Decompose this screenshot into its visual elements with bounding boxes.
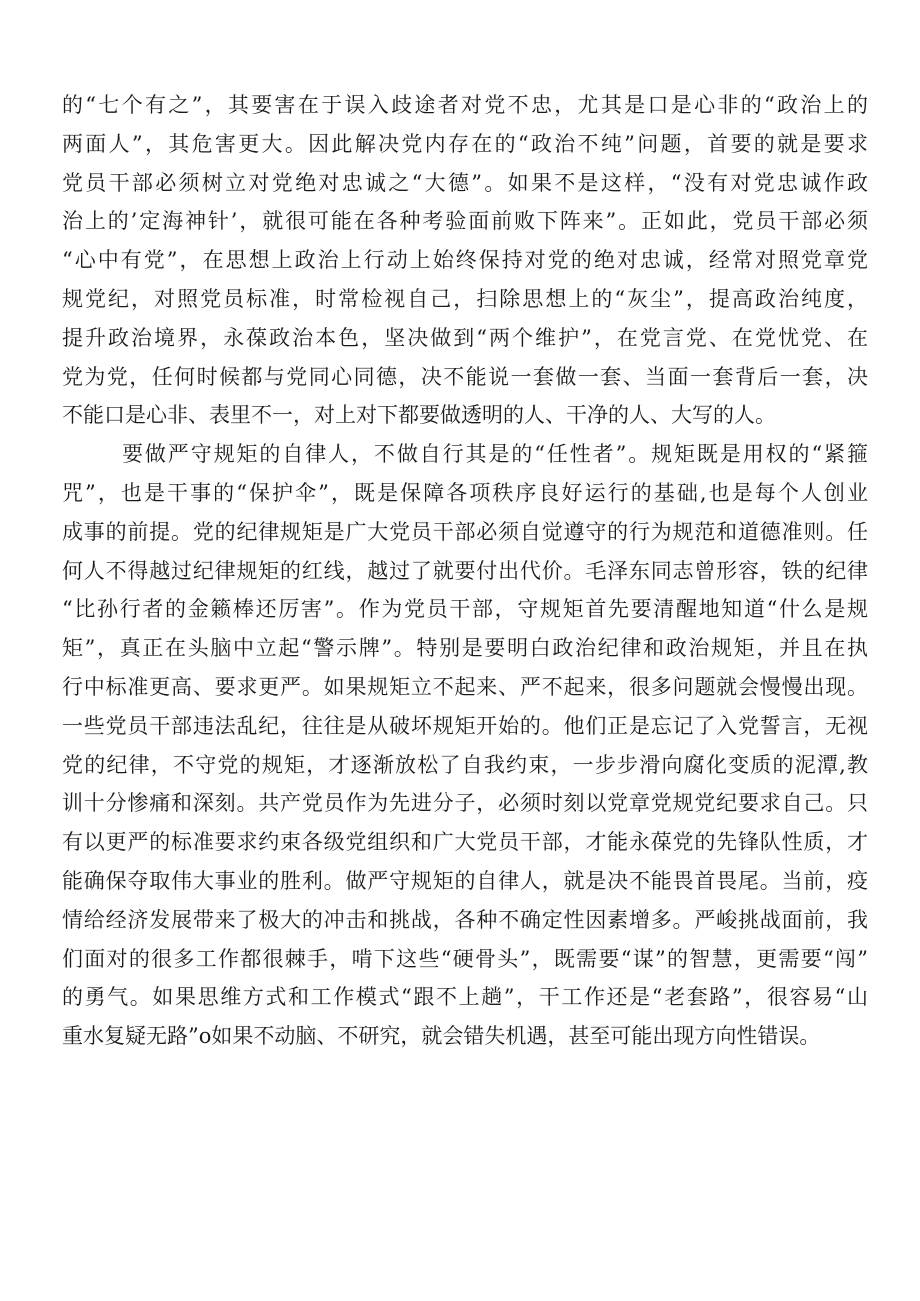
- text-line: 训十分惨痛和深刻。共产党员作为先进分子，必须时刻以党章党规党纪要求自己。只: [62, 791, 868, 816]
- text-line: 不能口是心非、表里不一，对上对下都要做透明的人、干净的人、大写的人。: [62, 403, 776, 428]
- text-line: 重水复疑无路”o如果不动脑、不研究，就会错失机遇，甚至可能出现方向性错误。: [62, 1024, 821, 1049]
- text-line: 有以更严的标准要求约束各级党组织和广大党员干部，才能永葆党的先锋队性质，才: [62, 830, 868, 855]
- text-line: 矩”，真正在头脑中立起“警示牌”。特别是要明白政治纪律和政治规矩，并且在执: [62, 636, 868, 661]
- paragraph-loyalty: [62, 86, 868, 435]
- text-line: 党的纪律，不守党的规矩，才逐渐放松了自我约束，一步步滑向腐化变质的泥潭,教: [62, 752, 868, 777]
- text-line: 党员干部必须树立对党绝对忠诚之“大德”。如果不是这样，“没有对党忠诚作政: [62, 170, 868, 195]
- text-line: 的“七个有之”，其要害在于误入歧途者对党不忠，尤其是口是心非的“政治上的: [62, 93, 868, 117]
- text-line: 一些党员干部违法乱纪，往往是从破坏规矩开始的。他们正是忘记了入党誓言，无视: [62, 713, 868, 738]
- text-line: 成事的前提。党的纪律规矩是广大党员干部必须自觉遵守的行为规范和道德准则。任: [62, 519, 868, 544]
- text-line: 的勇气。如果思维方式和工作模式“跟不上趟”，干工作还是“老套路”，很容易“山: [62, 985, 868, 1010]
- text-line: 能确保夺取伟大事业的胜利。做严守规矩的自律人，就是决不能畏首畏尾。当前，疫: [62, 868, 868, 893]
- text-line: 规党纪，对照党员标准，时常检视自己，扫除思想上的“灰尘”，提高政治纯度，: [62, 286, 868, 311]
- text-line: 党为党，任何时候都与党同心同德，决不能说一套做一套、当面一套背后一套，决: [62, 364, 868, 389]
- text-line: 提升政治境界，永葆政治本色，坚决做到“两个维护”，在党言党、在党忧党、在: [62, 325, 868, 350]
- text-line: “比孙行者的金籁棒还厉害”。作为党员干部，守规矩首先要清醒地知道“什么是规: [62, 597, 868, 622]
- text-line: 治上的’定海神针’，就很可能在各种考验面前败下阵来”。正如此，党员干部必须: [62, 209, 868, 234]
- text-line: 要做严守规矩的自律人，不做自行其是的“任性者”。规矩既是用权的“紧箍: [122, 442, 868, 467]
- paragraph-discipline: [62, 435, 868, 1056]
- text-line: “心中有党”，在思想上政治上行动上始终保持对党的绝对忠诚，经常对照党章党: [62, 248, 868, 273]
- text-line: 咒”，也是干事的“保护伞”，既是保障各项秩序良好运行的基础,也是每个人创业: [62, 480, 868, 505]
- text-line: 行中标准更高、要求更严。如果规矩立不起来、严不起来，很多问题就会慢慢出现。: [62, 674, 868, 699]
- text-line: 何人不得越过纪律规矩的红线，越过了就要付出代价。毛泽东同志曾形容，铁的纪律: [62, 558, 868, 583]
- text-line: 两面人”，其危害更大。因此解决党内存在的“政治不纯”问题，首要的就是要求: [62, 131, 868, 156]
- text-line: 情给经济发展带来了极大的冲击和挑战，各种不确定性因素增多。严峻挑战面前，我: [62, 907, 868, 932]
- text-line: 们面对的很多工作都很棘手，啃下这些“硬骨头”，既需要“谋”的智慧，更需要“闯”: [62, 946, 868, 971]
- body-text: [62, 86, 868, 1056]
